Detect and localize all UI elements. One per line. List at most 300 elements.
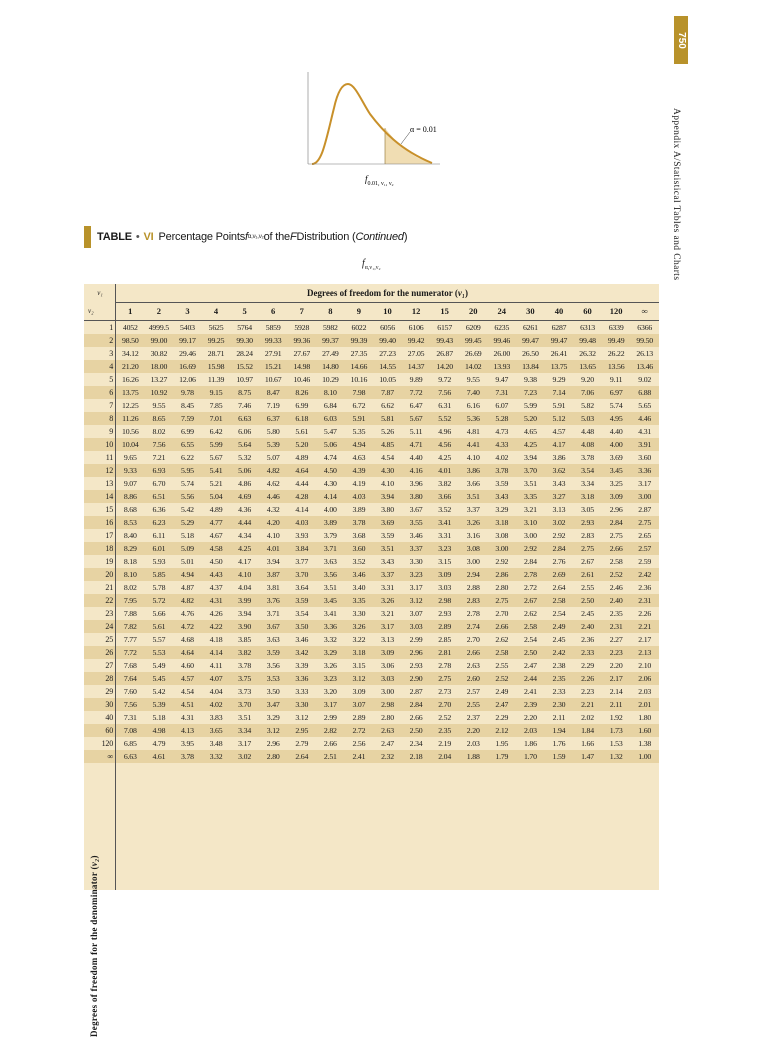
table-cell: 2.72: [523, 583, 537, 592]
table-cell: 99.45: [464, 336, 482, 345]
table-cell: 4.00: [323, 505, 337, 514]
table-cell: 3.52: [352, 557, 366, 566]
table-cell: 6022: [351, 323, 367, 332]
table-cell: 34.12: [122, 349, 139, 358]
table-cell: 11.26: [122, 414, 139, 423]
table-cell: 6.62: [381, 401, 394, 410]
table-cell: 2.75: [495, 596, 509, 605]
table-cell: 14.55: [379, 362, 396, 371]
table-cell: 3.94: [266, 557, 280, 566]
table-cell: 5.18: [181, 531, 194, 540]
table-cell: 3.08: [466, 544, 480, 553]
table-cell: 3.94: [523, 453, 537, 462]
table-cell: 2.57: [638, 544, 652, 553]
table-cell: 5.03: [581, 414, 594, 423]
density-curve: [312, 84, 432, 164]
table-cell: 6287: [551, 323, 567, 332]
table-cell: 4.96: [438, 427, 452, 436]
table-row: [84, 477, 659, 490]
table-cell: 4.18: [209, 635, 223, 644]
table-cell: 2.58: [552, 596, 566, 605]
table-cell: 2.84: [523, 557, 537, 566]
table-cell: 7.21: [152, 453, 166, 462]
table-cell: 2.50: [523, 648, 537, 657]
table-cell: 5.93: [152, 557, 166, 566]
row-header: 25: [105, 635, 113, 644]
table-cell: 7.64: [123, 674, 137, 683]
table-cell: 4.13: [181, 726, 194, 735]
table-cell: 4.57: [181, 674, 194, 683]
table-cell: 5.82: [581, 401, 594, 410]
table-cell: 3.46: [352, 570, 366, 579]
table-cell: 5.11: [409, 427, 423, 436]
table-row: [84, 334, 659, 347]
table-cell: 3.96: [409, 479, 423, 488]
table-cell: 2.70: [438, 700, 452, 709]
table-cell: 13.84: [522, 362, 539, 371]
table-cell: 5859: [265, 323, 281, 332]
row-header: 14: [105, 492, 113, 501]
table-cell: 18.00: [150, 362, 168, 371]
table-cell: 4.39: [352, 466, 366, 475]
table-cell: 1.80: [638, 713, 652, 722]
table-header-row-top: [84, 284, 659, 302]
table-cell: 4.17: [552, 440, 566, 449]
table-cell: 3.15: [352, 661, 366, 670]
table-row: [84, 568, 659, 581]
table-cell: 2.74: [466, 622, 480, 631]
table-cell: 3.00: [495, 544, 509, 553]
table-cell: 5.56: [181, 492, 194, 501]
table-cell: 2.41: [352, 752, 366, 761]
table-cell: 2.75: [438, 674, 452, 683]
table-cell: 3.50: [266, 687, 280, 696]
table-cell: 2.35: [552, 674, 566, 683]
table-cell: 1.84: [581, 726, 594, 735]
table-cell: 1.47: [581, 752, 594, 761]
table-cell: 5.28: [495, 414, 509, 423]
column-header: 30: [516, 302, 545, 321]
table-cell: 3.03: [438, 583, 452, 592]
column-header: 24: [488, 302, 517, 321]
table-cell: 1.32: [609, 752, 623, 761]
table-cell: 7.59: [181, 414, 194, 423]
table-cell: 5.49: [152, 661, 166, 670]
table-cell: 3.00: [523, 531, 537, 540]
table-cell: 5.42: [181, 505, 194, 514]
table-cell: 12.25: [122, 401, 139, 410]
table-cell: 3.23: [323, 674, 337, 683]
table-cell: 2.99: [323, 713, 337, 722]
table-cell: 6.16: [466, 401, 480, 410]
table-cell: 2.34: [409, 739, 423, 748]
table-cell: 26.41: [550, 349, 568, 358]
table-cell: 8.75: [238, 388, 252, 397]
table-cell: 4.33: [495, 440, 509, 449]
row-header: ∞: [107, 752, 113, 761]
table-cell: 5.12: [552, 414, 566, 423]
table-cell: 3.39: [295, 661, 309, 670]
table-cell: 7.87: [381, 388, 394, 397]
table-cell: 3.71: [266, 609, 280, 618]
table-cell: 2.54: [552, 609, 566, 618]
table-formula: [362, 258, 381, 271]
table-row: [84, 412, 659, 425]
table-cell: 3.66: [466, 479, 480, 488]
table-cell: 99.17: [179, 336, 196, 345]
table-cell: 4.50: [323, 466, 337, 475]
table-cell: 27.67: [293, 349, 311, 358]
table-cell: 2.66: [466, 648, 480, 657]
table-cell: 2.29: [581, 661, 594, 670]
table-cell: 5.35: [352, 427, 366, 436]
table-cell: 2.98: [381, 700, 394, 709]
table-cell: 5.39: [152, 700, 166, 709]
table-cell: 3.60: [638, 453, 652, 462]
table-cell: 2.36: [638, 583, 652, 592]
table-cell: 5.32: [238, 453, 252, 462]
table-cell: 2.89: [352, 713, 366, 722]
table-cell: 2.40: [581, 622, 594, 631]
table-cell: 2.92: [495, 557, 509, 566]
table-cell: 3.70: [523, 466, 537, 475]
table-cell: 2.66: [323, 739, 337, 748]
table-cell: 4.36: [238, 505, 252, 514]
table-cell: 3.62: [552, 466, 566, 475]
table-cell: 4.46: [638, 414, 652, 423]
numerator-header: Degrees of freedom for the numerator (ν₁): [307, 287, 468, 298]
table-cell: 2.64: [295, 752, 309, 761]
table-cell: 8.02: [123, 583, 137, 592]
formula-f: f: [362, 258, 365, 269]
table-cell: 2.02: [581, 713, 594, 722]
table-cell: 5.29: [181, 518, 194, 527]
table-cell: 1.38: [638, 739, 652, 748]
row-header: 6: [109, 388, 113, 397]
table-cell: 3.00: [638, 492, 652, 501]
table-cell: 3.51: [523, 479, 537, 488]
table-cell: 5928: [294, 323, 310, 332]
table-cell: 4.48: [581, 427, 594, 436]
table-row: [84, 490, 659, 503]
table-cell: 6.22: [181, 453, 194, 462]
table-row: [84, 724, 659, 737]
table-cell: 5.61: [152, 622, 166, 631]
row-header: 23: [105, 609, 113, 618]
table-row: [84, 516, 659, 529]
table-cell: 7.60: [123, 687, 137, 696]
table-row: [84, 620, 659, 633]
table-cell: 1.76: [552, 739, 566, 748]
table-cell: 2.94: [466, 570, 480, 579]
table-cell: 2.52: [438, 713, 452, 722]
table-cell: 2.21: [638, 622, 652, 631]
table-cell: 3.81: [266, 583, 280, 592]
table-cell: 5.07: [266, 453, 280, 462]
table-cell: 27.91: [264, 349, 282, 358]
table-cell: 2.13: [638, 648, 652, 657]
table-cell: 13.65: [579, 362, 596, 371]
table-cell: 3.41: [438, 518, 452, 527]
table-cell: 6.47: [409, 401, 423, 410]
table-cell: 3.78: [181, 752, 194, 761]
table-cell: 2.33: [552, 687, 566, 696]
table-cell: 4.14: [209, 648, 223, 657]
table-cell: 5.74: [181, 479, 194, 488]
table-cell: 5.74: [609, 401, 623, 410]
table-cell: 6.06: [238, 427, 252, 436]
table-cell: 2.29: [495, 713, 509, 722]
caption-f-symbol: f: [245, 231, 248, 243]
table-cell: 3.34: [581, 479, 594, 488]
table-cell: 2.21: [581, 700, 594, 709]
table-cell: 3.12: [352, 674, 366, 683]
table-row: [84, 503, 659, 516]
running-head: Appendix A/Statistical Tables and Charts: [671, 108, 681, 281]
table-cell: 6.97: [609, 388, 623, 397]
table-cell: 5.95: [181, 466, 194, 475]
row-header: 120: [101, 739, 113, 748]
table-cell: 2.36: [581, 635, 594, 644]
table-cell: 2.58: [495, 648, 509, 657]
table-cell: 13.27: [150, 375, 168, 384]
table-cell: 8.29: [123, 544, 137, 553]
table-cell: 2.93: [581, 518, 594, 527]
table-cell: 2.84: [552, 544, 566, 553]
f-distribution-table: [84, 284, 659, 763]
table-cell: 6.01: [152, 544, 166, 553]
table-cell: 4.50: [209, 557, 223, 566]
table-cell: 6.84: [323, 401, 337, 410]
table-cell: 3.67: [409, 505, 423, 514]
table-cell: 6157: [437, 323, 453, 332]
table-cell: 14.98: [293, 362, 311, 371]
table-cell: 3.41: [323, 609, 337, 618]
table-cell: 5.20: [295, 440, 309, 449]
table-cell: 4.89: [209, 505, 223, 514]
table-cell: 21.20: [122, 362, 139, 371]
table-row: [84, 698, 659, 711]
table-cell: 26.69: [464, 349, 482, 358]
table-cell: 3.17: [323, 700, 337, 709]
column-header: 8: [316, 302, 345, 321]
table-cell: 3.89: [323, 518, 337, 527]
row-header: 20: [105, 570, 113, 579]
table-row: [84, 425, 659, 438]
table-cell: 3.59: [495, 479, 509, 488]
table-cell: 3.46: [409, 531, 423, 540]
table-cell: 2.60: [466, 674, 480, 683]
table-cell: 4.10: [466, 453, 480, 462]
table-cell: 99.43: [436, 336, 453, 345]
table-cell: 3.64: [295, 583, 309, 592]
table-cell: 13.56: [607, 362, 625, 371]
alpha-label: α = 0.01: [410, 125, 437, 134]
table-cell: 5.06: [238, 466, 252, 475]
table-cell: 6.99: [295, 401, 309, 410]
column-header: 40: [545, 302, 574, 321]
table-cell: 4.51: [181, 700, 194, 709]
table-cell: 3.23: [409, 570, 423, 579]
table-cell: 3.86: [466, 466, 480, 475]
row-header: 4: [109, 362, 113, 371]
row-header: 24: [105, 622, 113, 631]
table-cell: 7.85: [209, 401, 223, 410]
table-cell: 16.26: [122, 375, 139, 384]
f-distribution-figure: [300, 60, 460, 195]
table-cell: 2.26: [638, 609, 652, 618]
table-cell: 8.47: [266, 388, 280, 397]
table-cell: 3.30: [409, 557, 423, 566]
row-header: 30: [105, 700, 113, 709]
table-row: [84, 581, 659, 594]
table-cell: 3.29: [266, 713, 280, 722]
row-header: 2: [109, 336, 113, 345]
table-cell: 4.94: [352, 440, 366, 449]
caption-text: Percentage Points: [158, 231, 246, 243]
caption-table-number: VI: [143, 231, 154, 243]
table-cell: 9.20: [581, 375, 594, 384]
table-cell: 5.06: [323, 440, 337, 449]
table-cell: 3.21: [523, 505, 537, 514]
table-cell: 10.56: [122, 427, 139, 436]
table-cell: 3.78: [238, 661, 252, 670]
table-cell: 4.76: [181, 609, 194, 618]
table-cell: 4.30: [381, 466, 394, 475]
table-cell: 2.52: [609, 570, 623, 579]
table-cell: 3.10: [523, 518, 537, 527]
table-cell: 3.03: [409, 622, 423, 631]
table-cell: 6.70: [152, 479, 166, 488]
table-cell: 3.79: [323, 531, 337, 540]
table-row: [84, 607, 659, 620]
table-cell: 8.86: [123, 492, 137, 501]
row-header: 3: [109, 349, 113, 358]
table-cell: 3.47: [266, 700, 280, 709]
row-header: 19: [105, 557, 113, 566]
table-cell: 7.95: [123, 596, 137, 605]
f-table-container: [84, 284, 659, 1037]
table-cell: 2.42: [552, 648, 566, 657]
table-cell: 4.67: [209, 531, 223, 540]
table-row: [84, 360, 659, 373]
table-cell: 3.33: [295, 687, 309, 696]
row-header: 28: [105, 674, 113, 683]
table-cell: 2.75: [638, 518, 652, 527]
table-row: [84, 555, 659, 568]
table-cell: 2.69: [552, 570, 566, 579]
table-cell: 2.35: [609, 609, 623, 618]
table-cell: 3.77: [295, 557, 309, 566]
table-cell: 4.40: [609, 427, 623, 436]
table-cell: 5.66: [152, 609, 166, 618]
table-cell: 4.31: [638, 427, 652, 436]
table-cell: 3.45: [323, 596, 337, 605]
table-cell: 2.31: [609, 622, 623, 631]
table-cell: 1.70: [523, 752, 537, 761]
table-cell: 5.42: [152, 687, 166, 696]
table-cell: 2.38: [552, 661, 566, 670]
table-cell: 5.36: [466, 414, 480, 423]
caption-text: Distribution (: [296, 231, 356, 243]
table-cell: 4.08: [581, 440, 594, 449]
table-cell: 7.68: [123, 661, 137, 670]
table-cell: 2.55: [581, 583, 594, 592]
table-cell: 5.67: [209, 453, 223, 462]
table-cell: 26.32: [579, 349, 596, 358]
table-cell: 6.63: [123, 752, 137, 761]
table-cell: 7.31: [123, 713, 137, 722]
table-cell: 7.72: [409, 388, 423, 397]
table-cell: 4.95: [609, 414, 623, 423]
table-cell: 3.63: [323, 557, 337, 566]
table-cell: 99.25: [207, 336, 225, 345]
table-cell: 2.64: [552, 583, 566, 592]
table-cell: 3.51: [466, 492, 480, 501]
table-cell: 3.94: [238, 609, 252, 618]
table-cell: 1.79: [495, 752, 509, 761]
table-row: [84, 438, 659, 451]
table-cell: 2.80: [495, 583, 509, 592]
caption-accent-bar: [84, 226, 91, 248]
column-header: 10: [373, 302, 402, 321]
table-cell: 2.78: [466, 609, 480, 618]
table-cell: 3.53: [266, 674, 280, 683]
table-cell: 5403: [180, 323, 195, 332]
table-cell: 5.41: [209, 466, 223, 475]
table-cell: 3.95: [181, 739, 194, 748]
table-cell: 3.51: [381, 544, 394, 553]
table-cell: 8.65: [152, 414, 166, 423]
table-cell: 7.31: [495, 388, 509, 397]
table-cell: 5.01: [181, 557, 194, 566]
page-number-tab: [674, 16, 688, 64]
table-cell: 2.66: [609, 544, 623, 553]
table-cell: 2.58: [609, 557, 623, 566]
table-cell: 7.40: [466, 388, 480, 397]
table-cell: 2.52: [495, 674, 509, 683]
table-cell: 2.10: [638, 661, 652, 670]
table-cell: 3.70: [295, 570, 309, 579]
table-cell: 5.52: [438, 414, 452, 423]
table-cell: 26.50: [522, 349, 539, 358]
row-header: 17: [105, 531, 113, 540]
table-cell: 15.52: [236, 362, 253, 371]
table-cell: 3.07: [352, 700, 366, 709]
table-cell: 3.09: [381, 648, 394, 657]
table-cell: 2.23: [609, 648, 623, 657]
table-cell: 4.64: [181, 648, 194, 657]
table-cell: 3.51: [238, 713, 252, 722]
table-cell: 3.29: [495, 505, 509, 514]
table-cell: 2.78: [523, 570, 537, 579]
table-cell: 3.12: [409, 596, 423, 605]
table-cell: 3.78: [581, 453, 594, 462]
table-cell: 4.17: [238, 557, 252, 566]
row-header: 16: [105, 518, 113, 527]
table-cell: 3.23: [438, 544, 452, 553]
table-cell: 2.84: [409, 700, 423, 709]
table-cell: 2.11: [609, 700, 623, 709]
table-cell: 2.39: [523, 700, 537, 709]
table-cell: 2.44: [523, 674, 537, 683]
table-cell: 2.67: [581, 557, 594, 566]
table-cell: 3.51: [323, 583, 337, 592]
table-cell: 10.97: [236, 375, 253, 384]
table-cell: 5.61: [295, 427, 309, 436]
table-cell: 6.03: [323, 414, 337, 423]
table-cell: 3.87: [266, 570, 280, 579]
